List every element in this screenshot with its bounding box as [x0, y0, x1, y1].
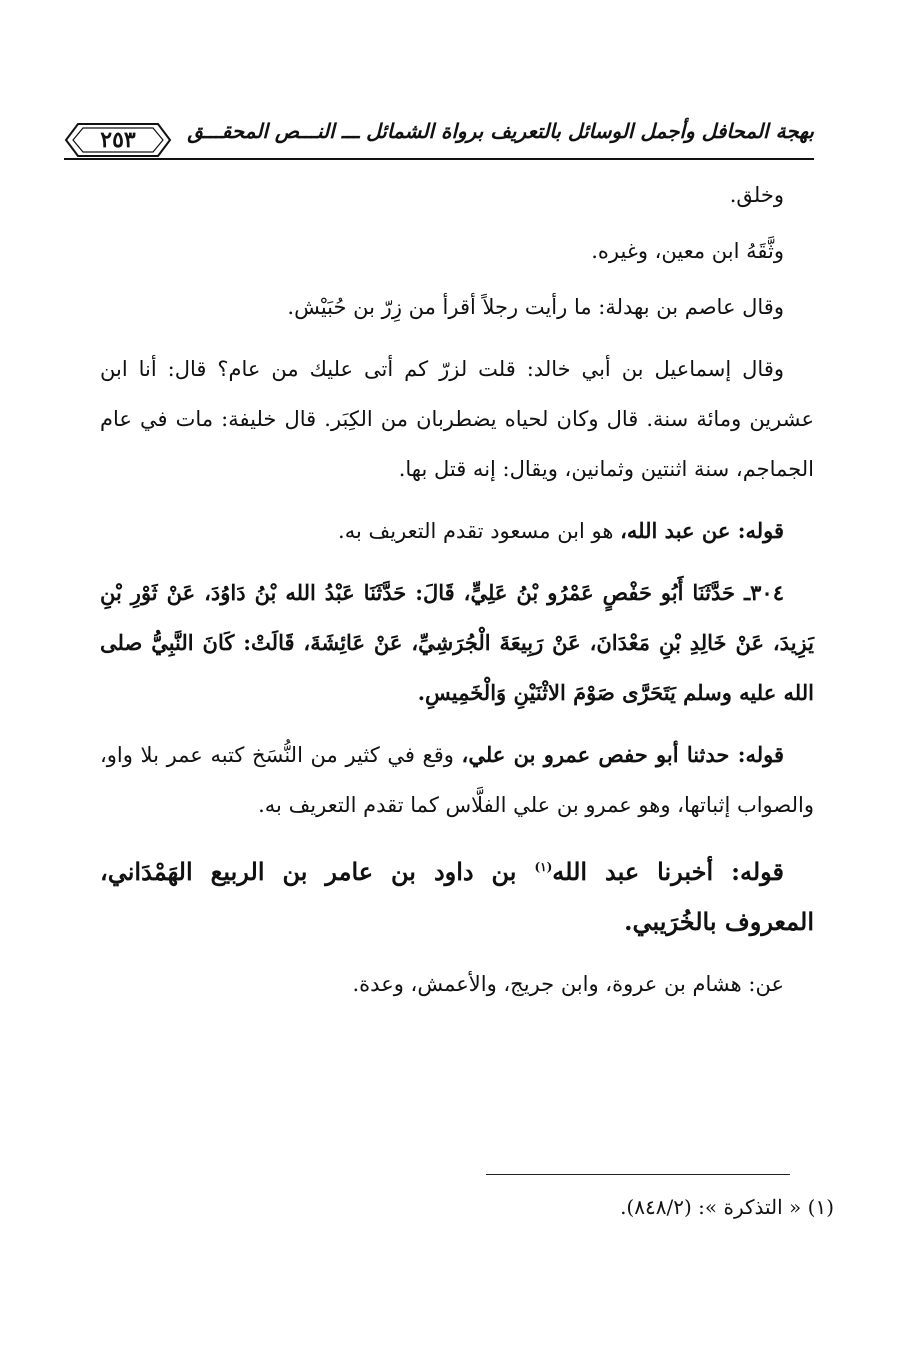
commentary-label: قوله: عن عبد الله، — [620, 518, 784, 543]
page-number-badge — [64, 122, 172, 158]
commentary-label: قوله: حدثنا أبو حفص عمرو بن علي، — [461, 742, 784, 767]
footnote: (١) « التذكرة »: (٨٤٨/٢). — [620, 1195, 834, 1219]
main-text — [100, 170, 814, 1021]
commentary-text: بن داود بن عامر بن الربيع الهَمْدَاني، المعروف بالخُرَيبي. — [100, 857, 814, 936]
footnote-ref: (١) — [534, 860, 553, 874]
commentary-text: هو ابن مسعود تقدم التعريف به. — [338, 519, 621, 543]
paragraph-7 — [100, 730, 814, 830]
header-divider — [64, 158, 814, 160]
running-header — [64, 112, 814, 164]
hadith-304: ٣٠٤ـ حَدَّثَنَا أَبُو حَفْصٍ عَمْرُو بْنُ عَلِيٍّ، قَالَ: حَدَّثَنَا عَبْدُ الله بْنُ دَاوُدَ، عَنْ ثَوْرِ بْنِ يَزِيدَ، عَنْ خَالِدِ بْنِ مَعْدَانَ، عَنْ رَبِيعَةَ الْجُرَشِيِّ، عَنْ عَائِشَةَ، قَالَتْ: كَانَ النَّبِيُّ صلى الله عليه وسلم يَتَحَرَّى صَوْمَ الاثْنَيْنِ وَالْخَمِيسِ. — [100, 580, 814, 705]
paragraph-5 — [100, 506, 814, 556]
paragraph-3: وقال عاصم بن بهدلة: ما رأيت رجلاً أقرأ من زِرّ بن حُبَيْش. — [287, 295, 784, 319]
footnote-divider — [486, 1174, 790, 1175]
page-number: ٢٥٣ — [100, 127, 136, 153]
paragraph-1: وخلق. — [729, 183, 784, 207]
header-title: بهجة المحافل وأجمل الوسائل بالتعريف برواة الشمائل ـــ النـــص المحقـــق — [187, 119, 814, 143]
paragraph-4: وقال إسماعيل بن أبي خالد: قلت لزرّ كم أتى عليك من عام؟ قال: أنا ابن عشرين ومائة سنة. قال وكان لحياه يضطربان من الكِبَر. قال خليفة: مات في عام الجماجم، سنة اثنتين وثمانين، ويقال: إنه قتل بها. — [100, 357, 814, 481]
paragraph-2: وثَّقَهُ ابن معين، وغيره. — [591, 239, 784, 263]
paragraph-8 — [100, 842, 814, 947]
commentary-label: قوله: أخبرنا عبد الله — [552, 857, 784, 886]
paragraph-9: عن: هشام بن عروة، وابن جريج، والأعمش، وعدة. — [352, 972, 784, 996]
commentary-text: وقع في كثير من النُّسَخ كتبه عمر بلا واو، والصواب إثباتها، وهو عمرو بن علي الفلَّاس كما تقدم التعريف به. — [100, 743, 814, 817]
